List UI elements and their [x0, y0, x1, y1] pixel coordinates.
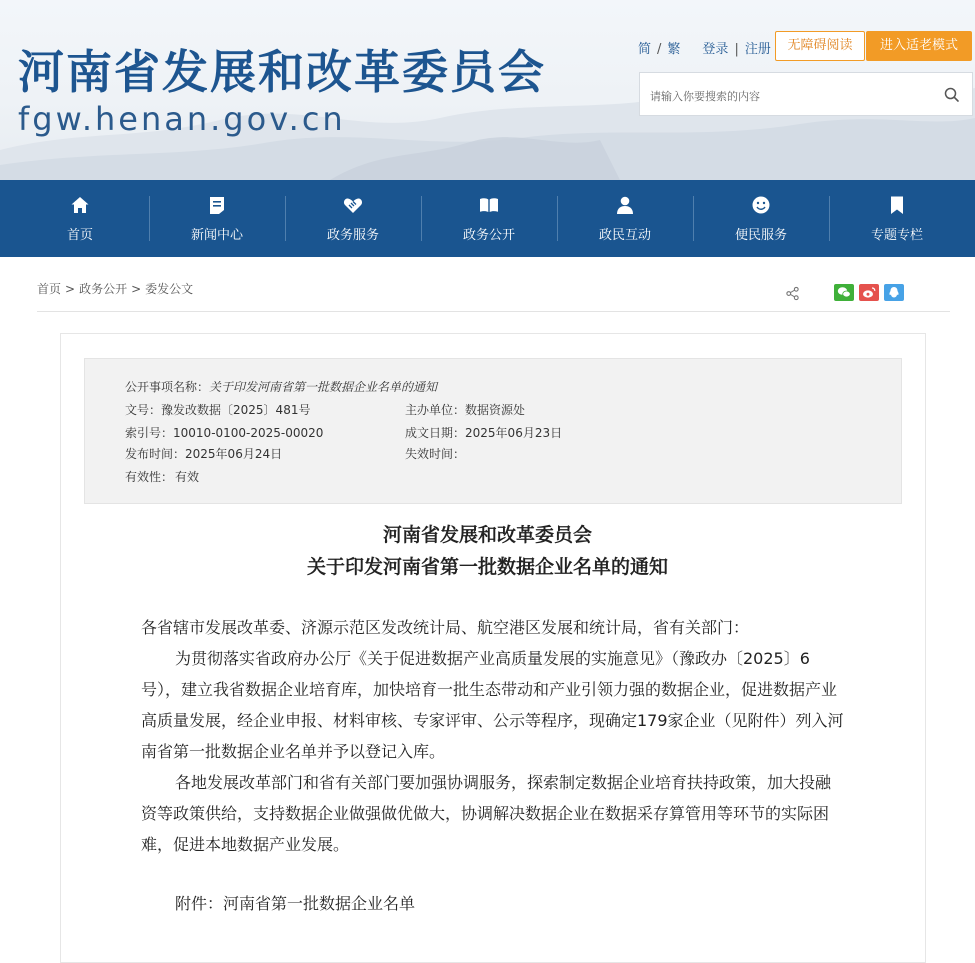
nav-item-interaction[interactable]	[557, 180, 693, 257]
meta-value: 豫发改数据〔2025〕481号	[161, 403, 311, 417]
news-icon	[207, 195, 227, 215]
nav-item-convenience[interactable]	[693, 180, 829, 257]
meta-label: 公开事项名称：	[125, 380, 210, 394]
meta-value: 数据资源处	[465, 403, 526, 417]
nav-item-gov-services[interactable]	[285, 180, 421, 257]
lang-separator: /	[657, 42, 662, 57]
accessible-reading-button[interactable]: 无障碍阅读	[775, 31, 865, 61]
meta-label: 失效时间：	[405, 447, 466, 461]
qq-share-button[interactable]	[884, 284, 904, 301]
site-title[interactable]: 河南省发展和改革委员会	[18, 45, 546, 99]
meta-label: 文号：	[125, 403, 162, 417]
wechat-share-button[interactable]	[834, 284, 854, 301]
meta-value: 10010-0100-2025-00020	[173, 426, 324, 440]
nav-item-home[interactable]	[12, 180, 148, 257]
nav-label: 新闻中心	[190, 228, 243, 243]
share-icon[interactable]	[785, 286, 800, 301]
nav-label: 便民服务	[734, 228, 787, 243]
nav-item-news[interactable]	[149, 180, 285, 257]
meta-value: 关于印发河南省第一批数据企业名单的通知	[209, 380, 438, 394]
meta-expiry-date	[405, 445, 465, 462]
nav-label: 政民互动	[598, 228, 651, 243]
login-link[interactable]: 登录	[702, 42, 729, 57]
handshake-icon	[343, 195, 363, 215]
document-paragraph-2: 各地发展改革部门和省有关部门要加强协调服务，探索制定数据企业培育扶持政策，加大投融资等政策供给，支持数据企业做强做优做大，协调解决数据企业在数据采存算管用等环节的实际困难，促进本地数据产业发展。	[141, 773, 832, 854]
breadcrumb	[37, 280, 193, 297]
nav-label: 专题专栏	[870, 228, 923, 243]
meta-index-number	[125, 424, 323, 441]
document-title-line-2: 关于印发河南省第一批数据企业名单的通知	[306, 556, 668, 578]
nav-item-gov-disclosure[interactable]	[421, 180, 557, 257]
breadcrumb-separator: >	[131, 282, 142, 296]
meta-label: 主办单位：	[405, 403, 466, 417]
nav-label: 政务公开	[462, 228, 515, 243]
weibo-icon	[862, 286, 876, 299]
site-domain: fgw.henan.gov.cn	[18, 100, 346, 138]
breadcrumb-gov-disclosure[interactable]: 政务公开	[79, 282, 128, 296]
elder-mode-button[interactable]: 进入适老模式	[866, 31, 972, 61]
user-icon	[615, 195, 635, 215]
qq-icon	[887, 286, 901, 299]
meta-label: 有效性：	[125, 470, 174, 484]
document-salutation: 各省辖市发展改革委、济源示范区发改统计局、航空港区发展和统计局，省有关部门：	[141, 618, 750, 637]
search-input[interactable]	[648, 85, 932, 107]
search-icon[interactable]	[942, 85, 962, 105]
weibo-share-button[interactable]	[859, 284, 879, 301]
meta-value: 2025年06月24日	[185, 447, 283, 461]
top-links	[638, 38, 771, 57]
meta-validity	[125, 468, 199, 485]
nav-label: 政务服务	[326, 228, 379, 243]
meta-label: 成文日期：	[405, 426, 466, 440]
document-paragraph-1: 为贯彻落实省政府办公厅《关于促进数据产业高质量发展的实施意见》（豫政办〔2025〕6号），建立我省数据企业培育库，加快培育一批生态带动和产业引领力强的数据企业，促进数据产业高质量发展，经企业申报、材料审核、专家评审、公示等程序，现确定179家企业（见附件）列入河南省第一批数据企业名单并予以登记入库。	[141, 649, 844, 761]
meta-value: 有效	[175, 470, 200, 484]
search-box	[639, 72, 973, 116]
smile-icon	[751, 195, 771, 215]
document-title-line-1: 河南省发展和改革委员会	[382, 524, 592, 546]
meta-doc-number	[125, 401, 310, 418]
bookmark-icon	[887, 195, 907, 215]
register-link[interactable]: 注册	[744, 42, 771, 57]
meta-created-date	[405, 424, 562, 441]
document-attachment-link[interactable]: 附件：河南省第一批数据企业名单	[175, 894, 416, 913]
nav-item-special-topics[interactable]	[829, 180, 965, 257]
breadcrumb-separator: >	[65, 282, 76, 296]
auth-separator: |	[734, 42, 739, 57]
home-icon	[70, 195, 90, 215]
lang-simplified-link[interactable]: 简	[638, 42, 652, 57]
wechat-icon	[837, 286, 851, 299]
nav-label: 首页	[66, 228, 93, 243]
meta-item-name	[125, 378, 437, 395]
meta-host-unit	[405, 401, 525, 418]
meta-label: 索引号：	[125, 426, 174, 440]
meta-label: 发布时间：	[125, 447, 186, 461]
site-header	[0, 0, 975, 180]
meta-published-date	[125, 445, 282, 462]
lang-traditional-link[interactable]: 繁	[667, 42, 681, 57]
breadcrumb-documents[interactable]: 委发公文	[145, 282, 194, 296]
meta-value: 2025年06月23日	[465, 426, 563, 440]
breadcrumb-home[interactable]: 首页	[37, 282, 62, 296]
main-nav	[0, 180, 975, 257]
breadcrumb-divider	[37, 311, 950, 312]
book-icon	[479, 195, 499, 215]
